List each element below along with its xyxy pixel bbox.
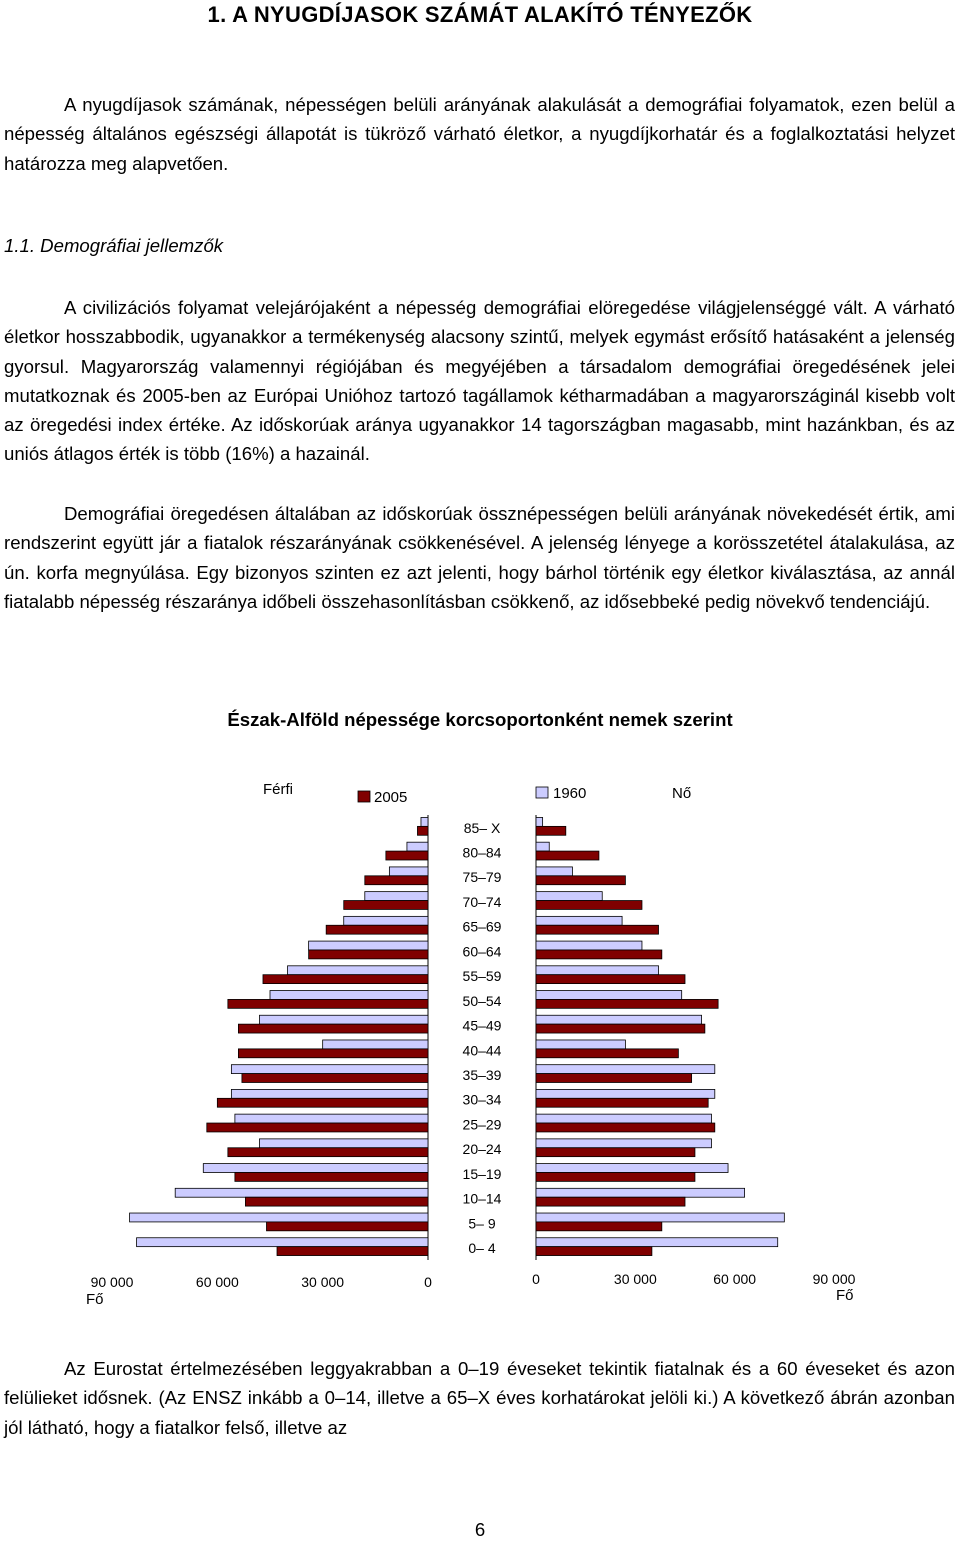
bar-2005-female [536,950,662,959]
age-group-label: 45–49 [462,1017,502,1034]
bar-1960-male [175,1188,428,1197]
bar-2005-female [536,1024,705,1033]
bar-1960-male [365,892,428,901]
chapter-heading: 1. A NYUGDÍJASOK SZÁMÁT ALAKÍTÓ TÉNYEZŐK [207,2,753,27]
bar-2005-female [536,975,685,984]
bar-1960-male [137,1238,428,1247]
intro-paragraph: A nyugdíjasok számának, népességen belüli arányának alakulását a demográfiai folyamatok, ezen belül a népesség általános egészségi állapotát is tükröző várható életkor, a nyugdíjkorhatár és a foglalkoztatási helyzet határozza meg alapvetően. [4,94,955,174]
age-group-label: 55–59 [462,968,502,985]
bar-1960-female [536,1114,711,1123]
male-tick-label: 90 000 [90,1274,134,1290]
bar-1960-female [536,941,642,950]
male-tick-label: 60 000 [195,1274,239,1290]
page-number: 6 [474,1519,486,1540]
male-tick-label: 30 000 [301,1274,345,1290]
bar-1960-female [536,1015,702,1024]
bar-2005-female [536,1197,685,1206]
male-tick-label: 0 [424,1274,432,1290]
age-group-label: 30–34 [462,1091,502,1108]
female-tick-label: 60 000 [713,1271,757,1287]
paragraph-1: A civilizációs folyamat velejárójaként a népesség demográfiai elöregedése világjelenséggé vált. A várható életkor hosszabbodik, ugyanakkor a termékenység alacsony szintű, melyek egymást erősítő hatásaként a jelenség gyorsul. Magyarország valamennyi régiójában és megyéjében a társadalom demográfiai öregedésének jelei mutatkoznak és 2005-ben az Európai Unióhoz tartozó tagállamok kétharmadában a magyarországinál kisebb volt az öregedési index értéke. Az időskorúak aránya ugyanakkor 14 tagországban magasabb, mint hazánkban, és az uniós átlagos érték is több (16%) a hazainál. [4,297,955,465]
legend-2005-label: 2005 [374,789,408,806]
bar-1960-female [536,1164,728,1173]
bar-2005-male [207,1123,428,1132]
age-group-label: 0– 4 [468,1240,496,1257]
bar-2005-male [228,1148,428,1157]
age-group-label: 65–69 [462,918,502,935]
female-tick-label: 0 [532,1271,540,1287]
age-group-label: 85– X [463,819,501,836]
bar-1960-female [536,1089,715,1098]
bar-1960-female [536,1040,625,1049]
bar-2005-male [417,826,428,835]
age-group-label: 5– 9 [468,1215,496,1232]
bar-2005-female [536,1098,708,1107]
bar-1960-male [323,1040,428,1049]
age-group-label: 75–79 [462,869,502,886]
bar-1960-female [536,1238,778,1247]
bar-2005-female [536,999,718,1008]
bar-2005-male [238,1024,428,1033]
bar-1960-female [536,916,622,925]
bar-1960-male [203,1164,428,1173]
bar-1960-male [389,867,428,876]
bar-1960-female [536,817,543,826]
bar-1960-female [536,842,549,851]
bar-1960-female [536,1065,715,1074]
bar-1960-male [407,842,428,851]
bar-2005-female [536,1074,692,1083]
female-label: Nő [672,785,692,802]
bar-1960-male [259,1015,428,1024]
female-unit-label: Fő [836,1287,854,1304]
bar-2005-male [326,925,428,934]
female-tick-label: 30 000 [613,1271,657,1287]
age-group-label: 50–54 [462,992,502,1009]
bar-2005-female [536,826,566,835]
bar-1960-male [130,1213,428,1222]
bar-1960-male [231,1065,428,1074]
bar-1960-female [536,991,682,1000]
bar-1960-female [536,892,602,901]
male-unit-label: Fő [86,1291,104,1308]
bar-2005-female [536,1049,678,1058]
bar-1960-male [270,991,428,1000]
bar-2005-male [238,1049,428,1058]
age-group-label: 15–19 [462,1165,502,1182]
bar-2005-female [536,1123,715,1132]
legend-1960-label: 1960 [553,785,587,802]
bar-2005-female [536,851,599,860]
bar-1960-female [536,1188,745,1197]
bar-2005-male [386,851,428,860]
section-title: 1.1. Demográfiai jellemzők [4,235,224,256]
female-tick-label: 90 000 [812,1271,856,1287]
bar-1960-female [536,966,659,975]
age-group-label: 25–29 [462,1116,502,1133]
legend-1960-swatch [536,787,548,798]
bar-1960-male [309,941,428,950]
bar-1960-male [421,817,428,826]
bar-1960-female [536,867,572,876]
bar-2005-male [344,901,428,910]
male-label: Férfi [263,781,293,798]
bar-2005-male [228,999,428,1008]
bar-2005-female [536,876,625,885]
population-pyramid-chart [0,760,960,1320]
bar-1960-female [536,1139,711,1148]
bar-1960-female [536,1213,784,1222]
age-group-label: 60–64 [462,943,502,960]
age-group-label: 35–39 [462,1067,502,1084]
paragraph-3: Az Eurostat értelmezésében leggyakrabban a 0–19 éveseket tekintik fiatalnak és a 60 éveseket és azon felülieket idősnek. (Az ENSZ inkább a 0–14, illetve a 65–X éves korhatárokat jelöli ki.) A következő ábrán azonban jól látható, hogy a fiatalkor felső, illetve az [4,1358,955,1438]
age-group-label: 20–24 [462,1141,502,1158]
paragraph-2: Demográfiai öregedésen általában az időskorúak össznépességen belüli arányának növekedését értik, ami rendszerint együtt jár a fiatalok részarányának csökkenésével. A jelenség lényege a korösszetétel átalakulása, az ún. korfa megnyúlása. Egy bizonyos szinten ez azt jelenti, hogy bárhol történik egy életkor kiválasztása, az annál fiatalabb népesség részaránya időbeli összehasonlításban csökkenő, az idősebbeké pedig növekvő tendenciájú. [4,503,955,612]
bar-1960-male [344,916,428,925]
bar-2005-male [277,1247,428,1256]
bar-2005-female [536,1222,662,1231]
age-group-label: 70–74 [462,893,502,910]
bar-2005-male [235,1172,428,1181]
bar-2005-female [536,901,642,910]
bar-2005-male [309,950,428,959]
age-group-label: 10–14 [462,1190,502,1207]
bar-2005-male [217,1098,428,1107]
bar-2005-male [245,1197,428,1206]
bar-2005-male [242,1074,428,1083]
bar-2005-male [266,1222,428,1231]
bar-2005-male [263,975,428,984]
legend-2005-swatch [358,791,370,802]
bar-2005-male [365,876,428,885]
chart-title: Észak-Alföld népessége korcsoportonként nemek szerint [227,709,733,730]
bar-1960-male [231,1089,428,1098]
age-group-label: 40–44 [462,1042,502,1059]
bar-1960-male [259,1139,428,1148]
bar-1960-male [235,1114,428,1123]
bar-2005-female [536,1148,695,1157]
age-group-label: 80–84 [462,844,502,861]
bar-2005-female [536,925,659,934]
bar-2005-female [536,1247,652,1256]
bar-2005-female [536,1172,695,1181]
bar-1960-male [288,966,428,975]
